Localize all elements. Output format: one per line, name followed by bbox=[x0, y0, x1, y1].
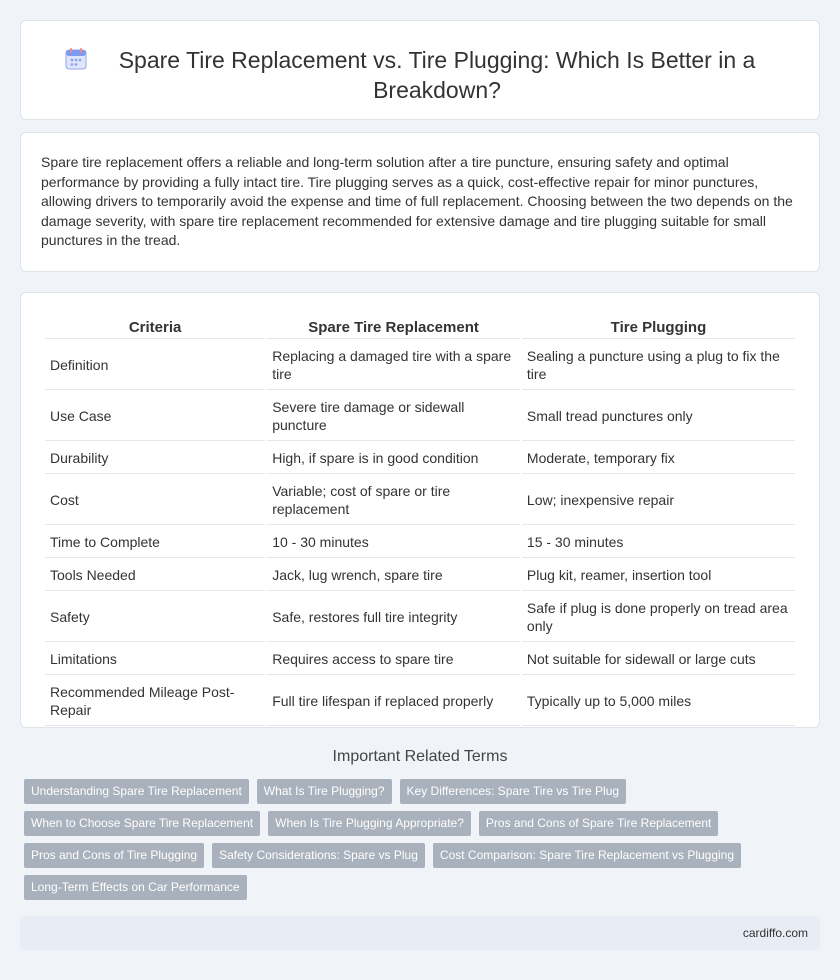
table-row bbox=[45, 341, 795, 390]
cell-criteria: Tools Needed bbox=[45, 560, 265, 591]
related-tag[interactable]: When to Choose Spare Tire Replacement bbox=[24, 811, 260, 836]
related-tag[interactable]: What Is Tire Plugging? bbox=[257, 779, 392, 804]
title-wrap bbox=[63, 21, 777, 105]
cell-spare: Severe tire damage or sidewall puncture bbox=[267, 392, 520, 441]
table-row bbox=[45, 443, 795, 474]
cell-criteria: Safety bbox=[45, 593, 265, 642]
related-terms-tags bbox=[20, 779, 780, 900]
related-terms-title: Important Related Terms bbox=[332, 748, 508, 765]
related-tag[interactable]: When Is Tire Plugging Appropriate? bbox=[268, 811, 471, 836]
related-tag[interactable]: Safety Considerations: Spare vs Plug bbox=[212, 843, 425, 868]
cell-criteria: Recommended Mileage Post-Repair bbox=[45, 677, 265, 726]
related-terms-section bbox=[20, 748, 820, 900]
cell-plug: Not suitable for sidewall or large cuts bbox=[522, 644, 795, 675]
cell-plug: Small tread punctures only bbox=[522, 392, 795, 441]
cell-spare: Variable; cost of spare or tire replacement bbox=[267, 476, 520, 525]
related-tag[interactable]: Long-Term Effects on Car Performance bbox=[24, 875, 247, 900]
related-tag[interactable]: Cost Comparison: Spare Tire Replacement vs Plugging bbox=[433, 843, 741, 868]
cell-criteria: Limitations bbox=[45, 644, 265, 675]
cell-spare: Safe, restores full tire integrity bbox=[267, 593, 520, 642]
table-row bbox=[45, 644, 795, 675]
cell-spare: Jack, lug wrench, spare tire bbox=[267, 560, 520, 591]
table-row bbox=[45, 527, 795, 558]
comparison-table-card bbox=[20, 292, 820, 728]
intro-paragraph: Spare tire replacement offers a reliable and long-term solution after a tire puncture, ensuring safety and optimal performance by providing a fully intact tire. Tire plugging serves as a quick, cost-effective repair for minor punctures, allowing drivers to temporarily avoid the expense and time of full replacement. Choosing between the two depends on the damage severity, with spare tire replacement recommended for extensive damage and tire plugging suitable for small punctures in the tread. bbox=[41, 154, 793, 248]
cell-plug: Low; inexpensive repair bbox=[522, 476, 795, 525]
cell-plug: Typically up to 5,000 miles bbox=[522, 677, 795, 726]
cell-criteria: Use Case bbox=[45, 392, 265, 441]
related-tag[interactable]: Pros and Cons of Tire Plugging bbox=[24, 843, 204, 868]
cell-plug: Plug kit, reamer, insertion tool bbox=[522, 560, 795, 591]
related-tag[interactable]: Pros and Cons of Spare Tire Replacement bbox=[479, 811, 718, 836]
related-tag[interactable]: Understanding Spare Tire Replacement bbox=[24, 779, 249, 804]
table-row bbox=[45, 560, 795, 591]
table-row bbox=[45, 677, 795, 726]
footer bbox=[20, 916, 820, 950]
cell-plug: 15 - 30 minutes bbox=[522, 527, 795, 558]
cell-criteria: Cost bbox=[45, 476, 265, 525]
title-card bbox=[20, 20, 820, 120]
cell-spare: High, if spare is in good condition bbox=[267, 443, 520, 474]
cell-plug: Safe if plug is done properly on tread area only bbox=[522, 593, 795, 642]
cell-spare: 10 - 30 minutes bbox=[267, 527, 520, 558]
footer-site[interactable]: cardiffo.com bbox=[742, 926, 808, 940]
intro-card bbox=[20, 132, 820, 272]
cell-criteria: Definition bbox=[45, 341, 265, 390]
table-row bbox=[45, 593, 795, 642]
header-tire-plugging: Tire Plugging bbox=[522, 315, 795, 339]
calendar-icon bbox=[63, 46, 89, 72]
related-tag[interactable]: Key Differences: Spare Tire vs Tire Plug bbox=[400, 779, 627, 804]
table-header-row bbox=[45, 315, 795, 339]
table-row bbox=[45, 392, 795, 441]
cell-criteria: Durability bbox=[45, 443, 265, 474]
cell-criteria: Time to Complete bbox=[45, 527, 265, 558]
page-title: Spare Tire Replacement vs. Tire Plugging: Which Is Better in a Breakdown? bbox=[118, 47, 756, 103]
header-criteria: Criteria bbox=[45, 315, 265, 339]
header-spare-tire: Spare Tire Replacement bbox=[267, 315, 520, 339]
cell-spare: Replacing a damaged tire with a spare tire bbox=[267, 341, 520, 390]
comparison-table bbox=[43, 313, 797, 728]
cell-spare: Full tire lifespan if replaced properly bbox=[267, 677, 520, 726]
cell-spare: Requires access to spare tire bbox=[267, 644, 520, 675]
cell-plug: Moderate, temporary fix bbox=[522, 443, 795, 474]
table-row bbox=[45, 476, 795, 525]
cell-plug: Sealing a puncture using a plug to fix the tire bbox=[522, 341, 795, 390]
